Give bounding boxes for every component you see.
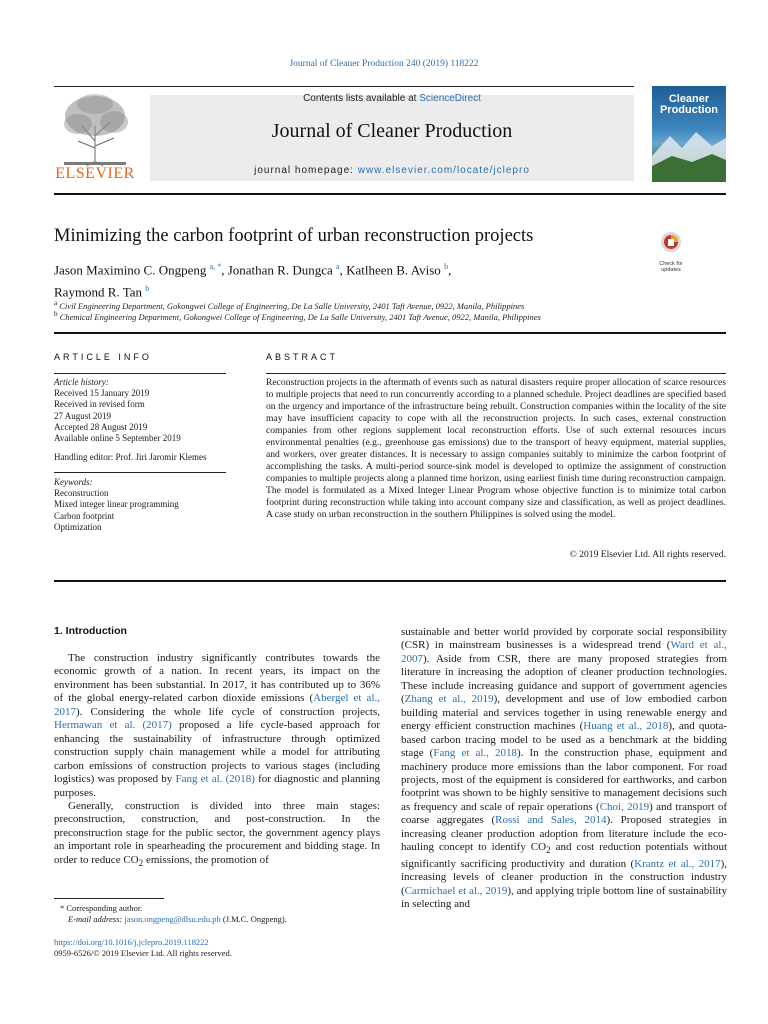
cover-title-line-2: Production — [659, 104, 719, 116]
author-email-link[interactable]: jason.ongpeng@dlsu.edu.ph — [124, 914, 221, 924]
author-2[interactable]: Jonathan R. Dungca — [227, 262, 333, 278]
handling-editor: Handling editor: Prof. Jiri Jaromir Klemes — [54, 452, 207, 462]
abstract-heading: ABSTRACT — [266, 352, 339, 362]
history-item: Accepted 28 August 2019 — [54, 421, 148, 432]
cover-title — [652, 94, 726, 116]
citation-link[interactable]: Fang et al., 2018 — [433, 747, 517, 760]
author-4[interactable]: Raymond R. Tan — [54, 284, 143, 300]
footnote-label: Corresponding author. — [66, 903, 143, 913]
author-2-affil[interactable]: a — [336, 262, 340, 271]
keyword: Carbon footprint — [54, 510, 115, 521]
abstract-copyright: © 2019 Elsevier Ltd. All rights reserved. — [569, 549, 726, 560]
affiliation-b: $^b$ Chemical Engineering Department, Gokongwei College of Engineering, De La Salle University, 2401 Taft Avenue, 0922, Manila, Philippines — [54, 310, 541, 322]
author-list — [54, 257, 634, 302]
footnote-marker: * — [60, 903, 65, 913]
author-2-sep: , — [339, 262, 347, 278]
history-item: Available online 5 September 2019 — [54, 433, 181, 444]
citation-link[interactable]: Krantz et al., 2017 — [634, 857, 721, 870]
history-item: 27 August 2019 — [54, 410, 112, 421]
check-updates-icon — [652, 230, 690, 256]
author-3[interactable]: Katlheen B. Aviso — [346, 262, 441, 278]
body-column-left — [54, 652, 380, 870]
header-bottom-rule — [54, 193, 726, 195]
keyword: Optimization — [54, 521, 102, 532]
keywords-label: Keywords: — [54, 477, 93, 487]
check-updates-line-2: updates — [661, 267, 681, 273]
author-1-affil[interactable]: a, * — [209, 262, 222, 271]
email-suffix: (J.M.C. Ongpeng). — [220, 914, 287, 924]
keyword: Mixed integer linear programming — [54, 499, 179, 510]
sciencedirect-link[interactable]: ScienceDirect — [419, 93, 481, 104]
contents-prefix: Contents lists available at — [303, 93, 420, 104]
history-label: Article history: — [54, 377, 109, 387]
citation-link[interactable]: Zhang et al., 2019 — [404, 693, 494, 706]
journal-title: Journal of Cleaner Production — [271, 120, 513, 142]
homepage-prefix: journal homepage: — [254, 165, 358, 176]
cover-mountain-graphic — [652, 126, 726, 182]
doi-block — [54, 937, 232, 959]
homepage-link[interactable]: www.elsevier.com/locate/jclepro — [357, 165, 530, 176]
citation-link[interactable]: Choi, 2019 — [599, 800, 650, 813]
author-3-sep: , — [448, 262, 452, 278]
abstract-bottom-rule — [54, 580, 726, 582]
paragraph: sustainable and better world provided by corporate social responsibility (CSR) in mainstream businesses is a widespread trend (Ward et al., 2007). Aside from CSR, there are many proposed strategies from literature in increasing the adoption of cleaner production technologies. These include increasing guidance and support of government agencies (Zhang et al., 2019), development and use of low embodied carbon building material and services together in using renewable energy and energy efficient construction machines (Huang et al., 2018), and quota-based carbon tracing model to be used as a benchmark at the bidding stage (Fang et al., 2018). In the construction phase, equipment and machinery produce more emissions than the labor component. For road projects, most of the equipment is considered for earthworks, and carbon footprint was shown to be highly sensitive to management decisions such as frequency and scale of repair operations (Choi, 2019) and transport of coarse aggregates (Rossi and Sales, 2014). Proposed strategies in increasing cleaner production adoption from literature include the eco-hauling concept to identify $CO_2$ and cost reduction potentials without significantly sacrificing productivity and duration (Krantz et al., 2017), increasing levels of cleaner production in the construction industry (Carmichael et al., 2019), and applying triple bottom line of sustainability in selecting and — [401, 626, 728, 911]
paragraph: The construction industry significantly contributes towards the economic growth of a nation. In recent years, its impact on the environment has been substantial. In 2017, it has contributed up to 36% of the global energy-related carbon dioxide emissions (Abergel et al., 2017). Considering the whole life cycle of construction projects, Hermawan et al. (2017) proposed a life cycle-based approach for enhancing the sustainability of infrastructure through optimized construction supply chain management while a model for attributing carbon emissions of construction projects to various stages (including logistics) was proposed by Fang et al. (2018) for diagnostic and planning purposes. — [54, 652, 381, 799]
check-for-updates-badge[interactable] — [652, 230, 690, 273]
section-heading-introduction: 1. Introduction — [54, 625, 127, 637]
author-1[interactable]: Jason Maximino C. Ongpeng — [54, 262, 207, 278]
author-4-affil[interactable]: b — [145, 284, 150, 294]
article-title: Minimizing the carbon footprint of urban reconstruction projects — [54, 226, 534, 246]
abstract-rule — [266, 373, 726, 374]
check-updates-line-1: Check for — [659, 261, 683, 267]
citation-link[interactable]: Carmichael et al., 2019 — [404, 884, 508, 897]
paragraph: Generally, construction is divided into three main stages: preconstruction, construction, and post-construction. In the preconstruction stage for the public sector, the government agency plays an important role in spearheading the procurement and bidding stage. In order to reduce $CO_2$ emissions, the promotion of — [54, 799, 380, 868]
history-item: Received 15 January 2019 — [54, 388, 150, 399]
citation-link[interactable]: Hermawan et al. (2017) — [54, 719, 172, 732]
affiliations-bottom-rule — [54, 332, 726, 334]
citation-link[interactable]: Abergel et al., 2017 — [54, 692, 381, 718]
article-history — [54, 377, 254, 444]
citation-link[interactable]: Fang et al. (2018) — [175, 773, 255, 786]
header-top-rule — [54, 86, 634, 87]
affiliation-a: $^a$ Civil Engineering Department, Gokongwei College of Engineering, De La Salle University, 2401 Taft Avenue, 0922, Manila, Philippines — [54, 299, 525, 311]
cover-title-line-1: Cleaner — [668, 93, 710, 105]
article-info-heading: ARTICLE INFO — [54, 352, 152, 362]
keywords-block — [54, 477, 254, 533]
journal-cover-image — [652, 86, 726, 182]
abstract-text: Reconstruction projects in the aftermath of events such as natural disasters require proper allocation of scarce resources to multiple projects that need to run concurrently according to a planned schedule. Project deadlines are specified based on the urgency and importance of the infrastructure being rebuilt. Construction companies within the locality of the site may have insufficient capacity to cope with all the reconstruction projects. In such cases, external construction companies from other regions supplement local reconstruction efforts. Use of such external resources incurs environmental penalties (e.g., greenhouse gas emissions) due to the transport of heavy equipment, material supplies, and workers, over greater distances. It is necessary to assign companies suitably to minimize the carbon footprint of accomplishing the tasks. A multi-period source-sink model is developed to optimize the assignment of construction companies to multiple projects along a planned time horizon, using earliest finish time during reconstruction campaign. The model is formulated as a Mixed Integer Linear Program whose objective function is to minimize total carbon footprint during reconstruction while taking into account company size and classification, as well as project deadlines. A case study on urban reconstruction in the southern Philippines is solved using the model. — [266, 377, 726, 520]
citation-link[interactable]: Ward et al., 2007 — [401, 639, 727, 665]
homepage-line — [150, 165, 634, 176]
article-info-rule — [54, 373, 226, 374]
citation-link[interactable]: Huang et al., 2018 — [583, 720, 669, 733]
citation-link[interactable]: Rossi and Sales, 2014 — [495, 814, 607, 827]
author-3-affil[interactable]: b — [444, 262, 449, 271]
doi-link[interactable]: https://doi.org/10.1016/j.jclepro.2019.118222 — [54, 937, 209, 947]
journal-reference[interactable]: Journal of Cleaner Production 240 (2019) 118222 — [289, 59, 479, 69]
email-label: E-mail address: — [68, 914, 123, 924]
contents-line — [150, 93, 634, 104]
history-item: Received in revised form — [54, 399, 145, 410]
publisher-wordmark: ELSEVIER — [55, 165, 135, 182]
author-1-sep: , — [221, 262, 228, 278]
corresponding-author-footnote — [60, 903, 380, 925]
footnote-rule — [54, 898, 164, 899]
body-column-right — [401, 626, 727, 912]
keywords-rule — [54, 472, 226, 473]
keyword: Reconstruction — [54, 488, 109, 499]
issn-line: 0959-6526/© 2019 Elsevier Ltd. All rights reserved. — [54, 948, 232, 958]
